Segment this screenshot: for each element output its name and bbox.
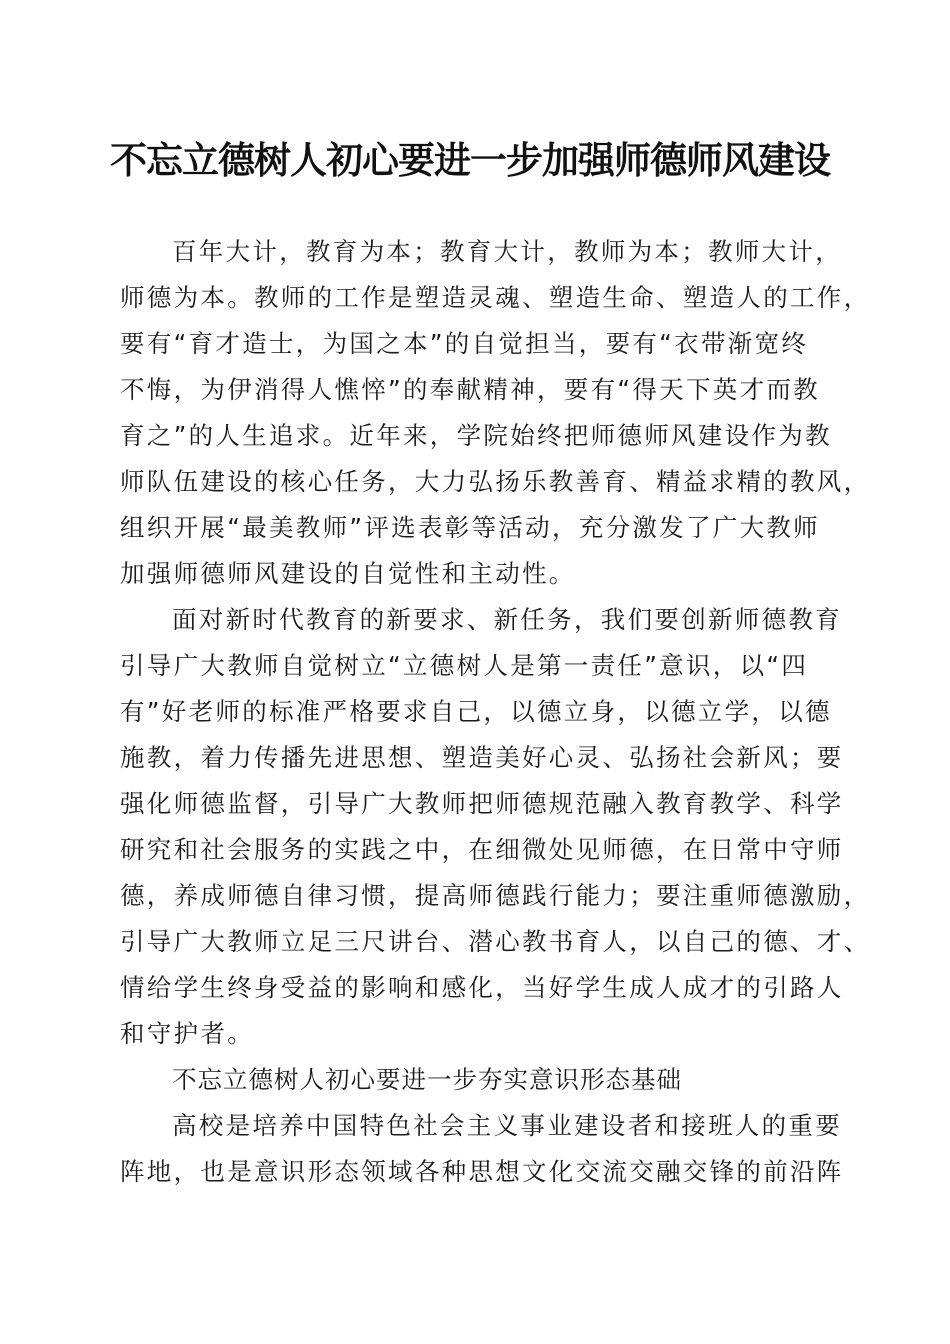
paragraph-line: 引导广大教师立足三尺讲台、潜心教书育人，以自己的德、才、 <box>120 927 871 956</box>
paragraph-line: 师队伍建设的核心任务，大力弘扬乐教善育、精益求精的教风， <box>120 467 871 496</box>
paragraph-line: 强化师德监督，引导广大教师把师德规范融入教育教学、科学 <box>120 789 844 818</box>
paragraph-line: 施教，着力传播先进思想、塑造美好心灵、弘扬社会新风；要 <box>120 743 844 772</box>
paragraph-line: 引导广大教师自觉树立“立德树人是第一责任”意识，以“四 <box>120 651 809 680</box>
paragraph-line: 有”好老师的标准严格要求自己，以德立身，以德立学，以德 <box>120 697 832 726</box>
document-title: 不忘立德树人初心要进一步加强师德师风建设 <box>110 138 830 182</box>
paragraph-line: 研究和社会服务的实践之中，在细微处见师德，在日常中守师 <box>120 835 844 864</box>
paragraph-line: 百年大计，教育为本；教育大计，教师为本；教师大计， <box>172 237 842 266</box>
paragraph-line: 高校是培养中国特色社会主义事业建设者和接班人的重要 <box>172 1111 842 1140</box>
paragraph-line: 师德为本。教师的工作是塑造灵魂、塑造生命、塑造人的工作， <box>120 283 871 312</box>
paragraph-line: 和守护者。 <box>120 1019 254 1048</box>
paragraph-line: 加强师德师风建设的自觉性和主动性。 <box>120 559 576 588</box>
document-body <box>120 229 871 1195</box>
paragraph-line: 面对新时代教育的新要求、新任务，我们要创新师德教育 <box>172 605 842 634</box>
paragraph-line: 德，养成师德自律习惯，提高师德践行能力；要注重师德激励， <box>120 881 871 910</box>
paragraph-line: 阵地，也是意识形态领域各种思想文化交流交融交锋的前沿阵 <box>120 1157 844 1186</box>
paragraph-line: 要有“育才造士，为国之本”的自觉担当，要有“衣带渐宽终 <box>120 329 809 358</box>
paragraph-line: 不悔，为伊消得人憔悴”的奉献精神，要有“得天下英才而教 <box>120 375 820 404</box>
paragraph-line: 情给学生终身受益的影响和感化，当好学生成人成才的引路人 <box>120 973 844 1002</box>
paragraph-line: 组织开展“最美教师”评选表彰等活动，充分激发了广大教师 <box>120 513 820 542</box>
section-subheading: 不忘立德树人初心要进一步夯实意识形态基础 <box>172 1065 682 1094</box>
paragraph-line: 育之”的人生追求。近年来，学院始终把师德师风建设作为教 <box>120 421 832 450</box>
